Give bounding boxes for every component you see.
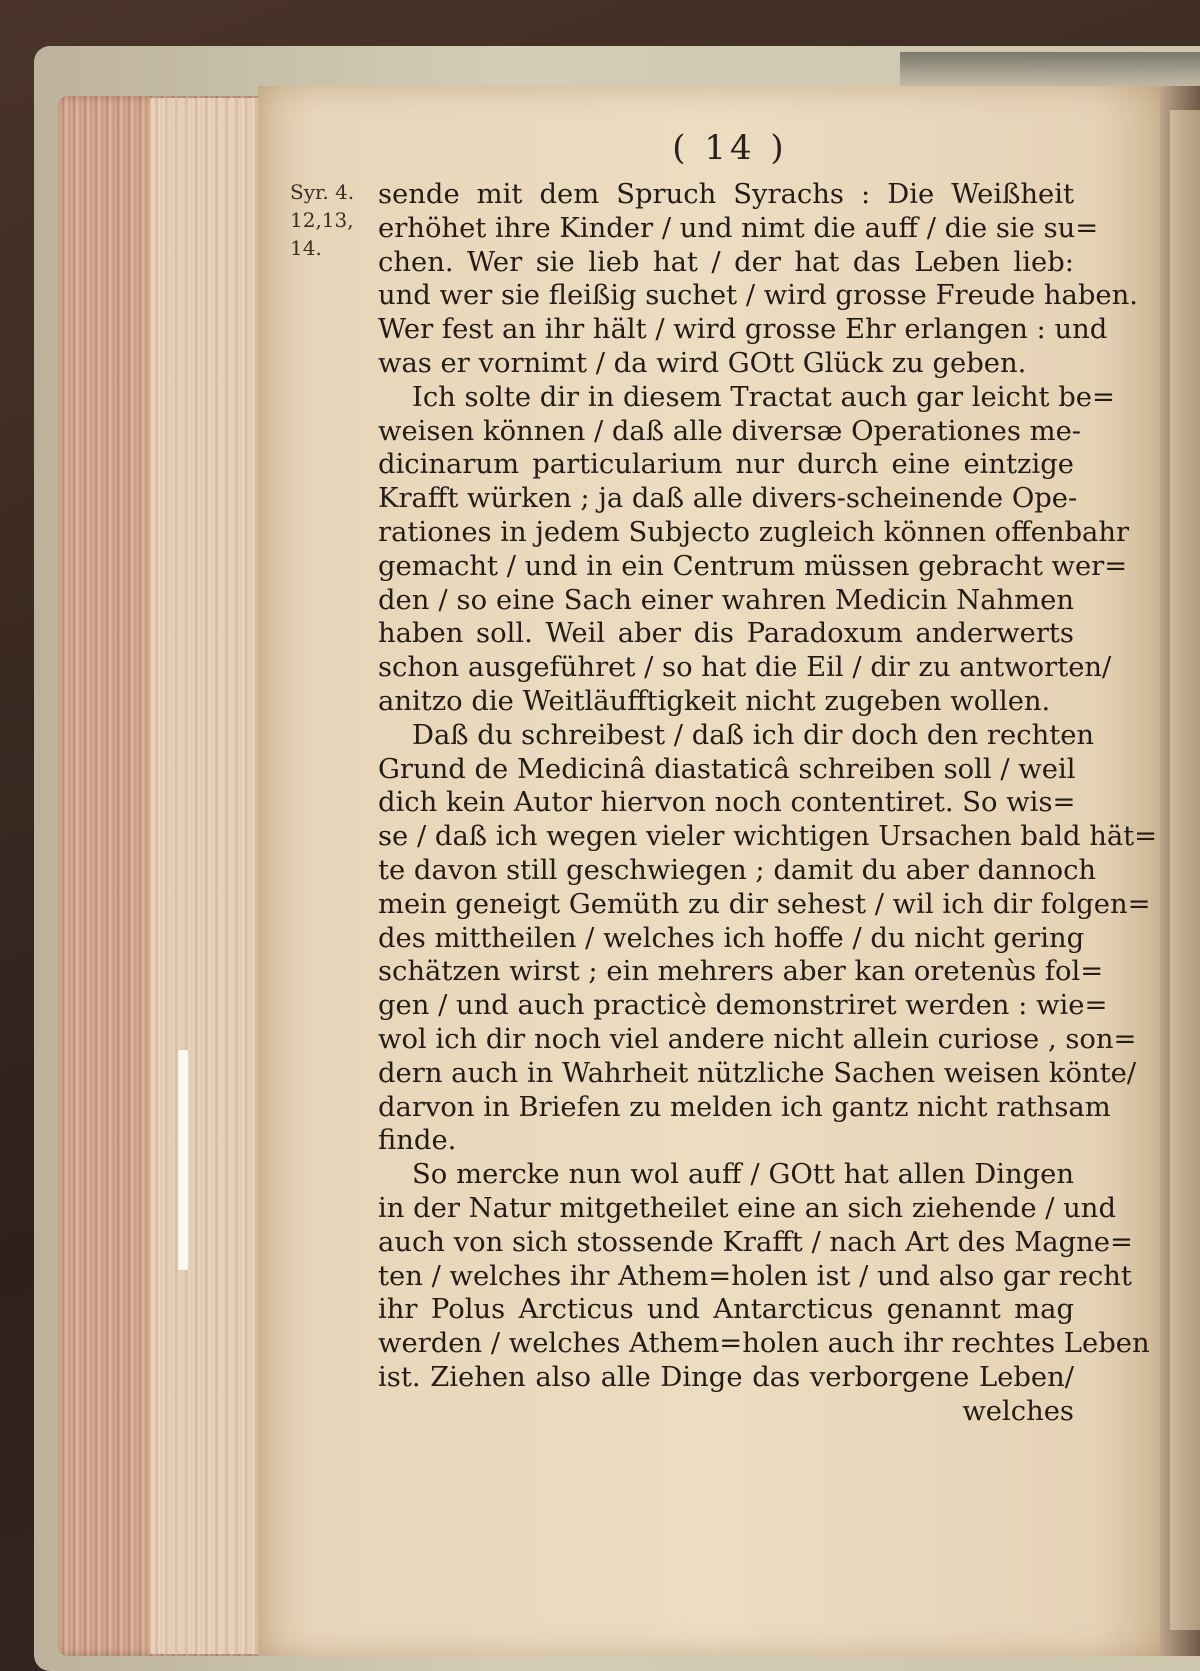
text-line: Ich solte dir in diesem Tractat auch gar leicht be=	[412, 381, 1115, 413]
text-line: ihr Polus Arcticus und Antarcticus genannt mag	[378, 1294, 1074, 1326]
text-line: gen / und auch practicè demonstriret werden : wie=	[378, 990, 1108, 1022]
text-line: den / so eine Sach einer wahren Medicin Nahmen	[378, 584, 1074, 616]
text-line: dich kein Autor hiervon noch contentiret. So wis=	[378, 787, 1076, 819]
text-line: Grund de Medicinâ diastaticâ schreiben soll / weil	[378, 753, 1076, 785]
text-line: chen. Wer sie lieb hat / der hat das Leben lieb:	[378, 246, 1074, 278]
text-line: dern auch in Wahrheit nützliche Sachen weisen könte/	[378, 1057, 1137, 1089]
text-line: se / daß ich wegen vieler wichtigen Ursachen bald hät=	[378, 821, 1158, 853]
text-line: Krafft würken ; ja daß alle divers-scheinende Ope-	[378, 483, 1078, 515]
text-line: schon ausgeführet / so hat die Eil / dir zu antworten/	[378, 652, 1112, 684]
text-line: mein geneigt Gemüth zu dir sehest / wil ich dir folgen=	[378, 888, 1151, 920]
margin-note	[290, 178, 380, 262]
text-line: des mittheilen / welches ich hoffe / du nicht gering	[378, 922, 1085, 954]
text-line: ist. Ziehen also alle Dinge das verborgene Leben/	[378, 1361, 1074, 1393]
text-line: wol ich dir noch viel andere nicht allein curiose , son=	[378, 1023, 1137, 1055]
text-line: darvon in Briefen zu melden ich gantz nicht rathsam	[378, 1091, 1111, 1123]
page-number: ( 14 )	[672, 128, 788, 168]
paper-slip	[178, 1050, 188, 1270]
text-line: schätzen wirst ; ein mehrers aber kan oretenùs fol=	[378, 956, 1104, 988]
text-line: gemacht / und in ein Centrum müssen gebracht wer=	[378, 550, 1128, 582]
text-line: erhöhet ihre Kinder / und nimt die auff / die sie su=	[378, 212, 1099, 244]
text-line: auch von sich stossende Krafft / nach Art des Magne=	[378, 1226, 1133, 1258]
body-text	[378, 178, 1158, 1428]
text-line: werden / welches Athem=holen auch ihr rechtes Leben	[378, 1328, 1150, 1360]
text-line: anitzo die Weitläufftigkeit nicht zugeben wollen.	[378, 685, 1051, 717]
page-edges-light	[150, 98, 270, 1654]
facing-page-edge	[1170, 110, 1200, 1630]
text-line: finde.	[378, 1125, 457, 1157]
text-line: weisen können / daß alle diversæ Operationes me-	[378, 415, 1082, 447]
margin-note-line: Syr. 4.	[290, 180, 355, 204]
margin-note-line: 12,13,	[290, 208, 354, 232]
text-line: Daß du schreibest / daß ich dir doch den rechten	[412, 719, 1095, 751]
text-line: So mercke nun wol auff / GOtt hat allen Dingen	[412, 1159, 1074, 1191]
text-line: in der Natur mitgetheilet eine an sich ziehende / und	[378, 1192, 1116, 1224]
text-line: und wer sie fleißig suchet / wird grosse Freude haben.	[378, 280, 1138, 312]
text-line: Wer fest an ihr hält / wird grosse Ehr erlangen : und	[378, 314, 1108, 346]
text-line: te davon still geschwiegen ; damit du aber dannoch	[378, 854, 1097, 886]
text-line: was er vornimt / da wird GOtt Glück zu geben.	[378, 347, 1027, 379]
text-line: sende mit dem Spruch Syrachs : Die Weißheit	[378, 179, 1074, 210]
text-line: dicinarum particularium nur durch eine eintzige	[378, 449, 1074, 481]
text-line: welches	[962, 1395, 1074, 1427]
text-line: haben soll. Weil aber dis Paradoxum anderwerts	[378, 618, 1074, 650]
text-line: rationes in jedem Subjecto zugleich können offenbahr	[378, 516, 1130, 548]
margin-note-line: 14.	[290, 236, 322, 260]
text-line: ten / welches ihr Athem=holen ist / und also gar recht	[378, 1260, 1132, 1292]
